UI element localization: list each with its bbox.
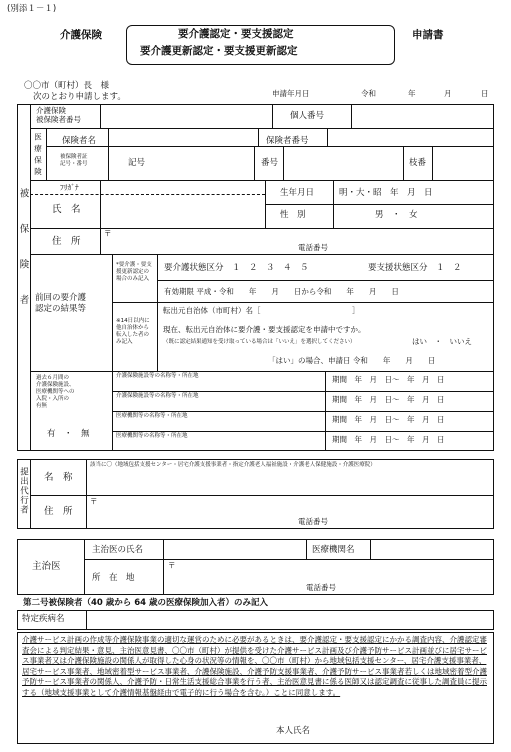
date-year: 年 — [408, 89, 416, 98]
insurer-name-field[interactable] — [109, 129, 257, 145]
exists-label[interactable]: 有 ・ 無 — [47, 429, 90, 439]
doctor-phone-label: 電話番号 — [306, 583, 336, 592]
branch-label: 枝番 — [409, 158, 427, 168]
location-label: 所 在 地 — [92, 573, 135, 583]
doctor-label: 主治医 — [32, 561, 61, 572]
furigana-label: ﾌﾘｶﾞﾅ — [60, 183, 79, 192]
agent-postal-mark: 〒 — [90, 497, 98, 506]
period-2: 期間 年 月 日～ 年 月 日 — [332, 395, 445, 404]
transfer-note: ※14日以内に他自治体から転入した者のみ記入 — [116, 318, 150, 345]
signature-field[interactable] — [330, 722, 490, 740]
care-level-label[interactable]: 要介護状態区分 １ ２ ３ ４ ５ — [164, 263, 309, 273]
period-1: 期間 年 月 日～ 年 月 日 — [332, 375, 445, 384]
agent-address-label: 住 所 — [44, 506, 73, 517]
date-month: 月 — [444, 89, 452, 98]
insured-number-field[interactable] — [101, 105, 271, 127]
date-era: 令和 — [361, 89, 376, 98]
insurer-name-label: 保険者名 — [62, 136, 97, 146]
transfer-from-label: 転出元自治体（市町村）名［ — [163, 306, 261, 315]
facility-row-4: 医療機関等の名称等・所在地 — [116, 433, 188, 439]
facility-row-1: 介護保険施設等の名称等・所在地 — [116, 373, 199, 379]
agent-side-label: 提出代行者 — [18, 467, 29, 515]
period-4: 期間 年 月 日～ 年 月 日 — [332, 435, 445, 444]
signature-label: 本人氏名 — [276, 726, 311, 736]
prev-result-label: 前回の要介護 認定の結果等 — [35, 293, 87, 314]
transfer-close: ］ — [352, 306, 360, 315]
symbol-label: 記号 — [128, 158, 146, 168]
support-level-label[interactable]: 要支援状態区分 １ ２ — [368, 263, 462, 273]
sex-values[interactable]: 男 ・ 女 — [375, 210, 418, 220]
name-field[interactable] — [101, 195, 264, 227]
disease-label: 特定疾病名 — [22, 614, 65, 624]
agent-phone-label: 電話番号 — [298, 517, 328, 526]
date-day: 日 — [481, 89, 489, 98]
insured-side-label: 被保険者 — [17, 188, 29, 330]
facility-row-2: 介護保険施設等の名称等・所在地 — [116, 393, 199, 399]
doctor-name-field[interactable] — [164, 540, 305, 558]
second-heading: 第二号被保険者（40 歳から 64 歳の医療保険加入者）のみ記入 — [23, 598, 269, 608]
agent-name-field[interactable] — [87, 470, 493, 494]
institution-label: 医療機関名 — [312, 545, 355, 555]
agent-address-field[interactable] — [100, 496, 493, 528]
medical-label: 医療保険 — [33, 133, 43, 179]
sex-label: 性 別 — [280, 210, 306, 220]
facility-label: 過去６月間の 介護保険施設、 医療機関等への 入院・入所の 有無 — [36, 375, 75, 409]
birth-label: 生年月日 — [280, 188, 315, 198]
period-3: 期間 年 月 日～ 年 月 日 — [332, 415, 445, 424]
agent-check-note: 該当に〇（地域包括支援センター・居宅介護支援事業者・指定介護老人福祉施設・介護老人保健施設・介護医療院） — [90, 462, 376, 468]
prev-note: *要介護・要支援更新認定の場合のみ記入 — [116, 262, 152, 282]
name-label: 氏 名 — [52, 204, 81, 215]
request-text: 次のとおり申請します。 — [33, 92, 126, 102]
consent-text: 介護サービス計画の作成等介護保険事業の適切な運営のために必要があるときは、要介護認定・要支援認定にかかる調査内容、介護認定審査会による判定結果・意見、主治医意見書、〇〇市（町村）が提供を受けた介護サービス計画及び介護予防サービス計画並びに居宅サービス事業者又は介護保険施設の関係人が取得した心身の状況等の情報を、〇〇市（町村）から地域包括支援センター、居宅介護支援事業者、居宅サービス事業者、地域密着型サービス事業者、介護保険施設、介護予防支援事業者、介護予防サービス事業者若しくは地域密着型介護予防サービス事業者の関係人、介護予防・日常生活支援総合事業を行う者、主治医意見書に係る医師又は認定調査に従事した調査員に提示する（地域支援事業として介護情報基盤経由で電子的に行う場合を含む。）ことに同意します。 — [22, 635, 487, 697]
medical-card-label: 被保険者証 記号・番号 — [60, 154, 88, 167]
birth-eras: 明・大・昭 年 月 日 — [339, 188, 433, 198]
valid-period: 有効期限 平成・令和 年 月 日から令和 年 月 日 — [164, 287, 399, 296]
attachment-label: (別添１－１) — [7, 4, 57, 14]
insurance-label: 介護保険 — [60, 29, 102, 41]
institution-field[interactable] — [371, 540, 493, 558]
doctor-name-label: 主治医の氏名 — [92, 545, 144, 555]
facility-row-3: 医療機関等の名称等・所在地 — [116, 413, 188, 419]
disease-field[interactable] — [87, 611, 493, 629]
application-label: 申請書 — [412, 29, 444, 41]
personal-number-field[interactable] — [352, 105, 493, 127]
date-label: 申請年月日 — [272, 89, 310, 98]
yes-no[interactable]: はい ・ いいえ — [412, 337, 472, 346]
insured-number-label: 介護保険 被保険者番号 — [36, 106, 81, 125]
doctor-postal-mark: 〒 — [168, 561, 176, 570]
address-field[interactable] — [112, 229, 492, 253]
mayor-label: 〇〇市（町村）長 様 — [24, 81, 110, 91]
postal-mark: 〒 — [104, 229, 112, 238]
transfer-question: 現在、転出元自治体に要介護・要支援認定を申請中ですか。 — [163, 325, 366, 334]
title-line2: 要介護更新認定・要支援更新認定 — [140, 45, 298, 57]
insurer-number-label: 保険者番号 — [266, 136, 309, 146]
personal-number-label: 個人番号 — [290, 111, 325, 121]
number-label: 番号 — [261, 158, 279, 168]
title-line1: 要介護認定・要支援認定 — [178, 28, 294, 40]
if-yes-date: 「はい」の場合、申請日 令和 年 月 日 — [268, 356, 436, 365]
address-label: 住 所 — [52, 236, 81, 247]
transfer-sub: （既に認定結果通知を受け取っている場合は「いいえ」を選択してください） — [163, 339, 356, 345]
phone-label: 電話番号 — [298, 243, 328, 252]
agent-name-label: 名 称 — [44, 472, 73, 483]
